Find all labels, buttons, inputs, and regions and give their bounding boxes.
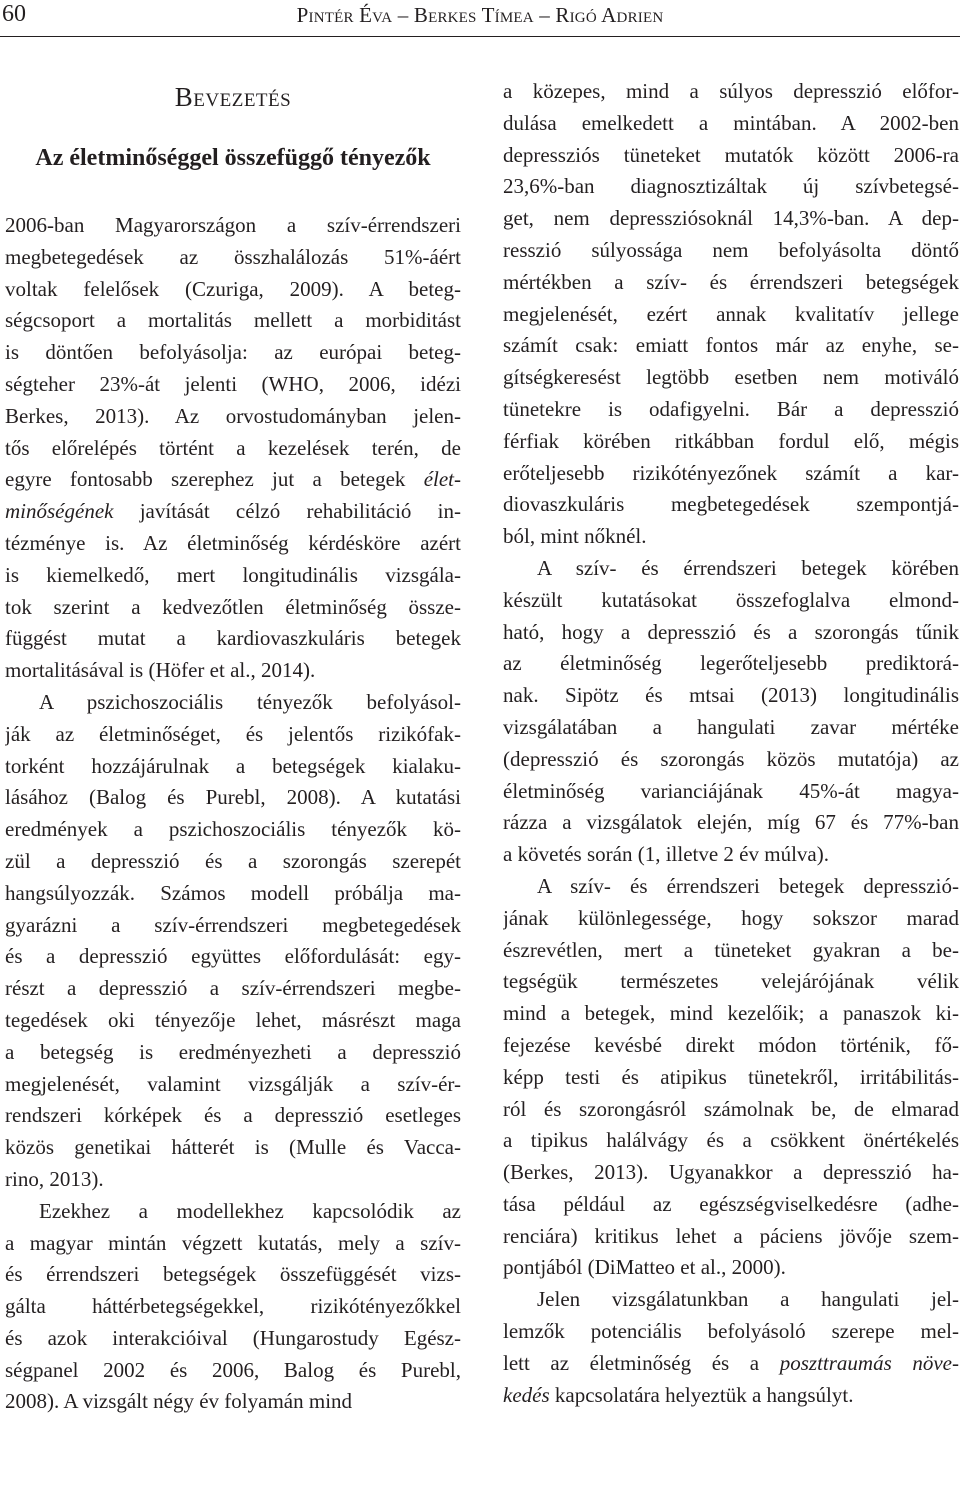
text-line: lett az életminőség és a poszttraumás növe-: [503, 1350, 959, 1375]
text-line: Berkes, 2013). Az orvostudományban jelen-: [5, 403, 461, 428]
right-column-text: [503, 76, 959, 1411]
text-line: függést mutat a kardiovaszkuláris betegek: [5, 626, 461, 651]
text-line: lemzők potenciális befolyásoló szerepe mel-: [503, 1319, 959, 1344]
text-line: diovaszkuláris megbetegedések szempontjá-: [503, 492, 959, 517]
text-line: a tipikus halálvágy és a csökkent önértékelés: [503, 1128, 959, 1153]
text-line: megjelenését, ezért annak kvalitatív jellege: [503, 301, 959, 326]
text-line: a követés során (1, illetve 2 év múlva).: [503, 842, 829, 867]
text-line: torként hozzájárulnak a betegségek kialaku-: [5, 753, 461, 778]
running-title: Pintér Éva – Berkes Tímea – Rigó Adrien: [296, 3, 664, 27]
text-line: ségpanel 2002 és 2006, Balog és Purebl,: [5, 1357, 461, 1382]
subsection-title: Az életminőséggel összefüggő tényezők: [35, 145, 431, 171]
text-line: hangsúlyozzák. Számos modell próbálja ma-: [5, 880, 461, 905]
text-line: mértékben a szív- és érrendszeri betegségek: [503, 269, 959, 294]
text-line: tézménye is. Az életminőség kérdésköre azért: [5, 530, 461, 555]
text-line: észrevétlen, mert a tüneteket gyakran a be-: [503, 937, 959, 962]
text-line: férfiak körében ritkábban fordul elő, mégis: [503, 428, 959, 453]
text-line: életminőség varianciájának 45%-át magya-: [503, 778, 959, 803]
text-line: megbetegedések az összhalálozás 51%-áért: [5, 244, 461, 269]
text-line: rázza a vizsgálatok elején, míg 67 és 77%-ban: [503, 810, 959, 835]
text-line: resszió súlyossága nem befolyásolta döntő: [503, 237, 959, 262]
text-line: képp testi és atipikus tünetekről, irritábilitás-: [503, 1064, 959, 1089]
text-line: is döntően befolyásolja: az európai beteg-: [5, 340, 461, 365]
text-line: renciára) kritikus lehet a páciens jövője szem-: [503, 1223, 959, 1248]
text-line: (Berkes, 2013). Ugyanakkor a depresszió ha-: [503, 1160, 959, 1185]
text-line: a magyar mintán végzett kutatás, mely a szív-: [5, 1230, 461, 1255]
text-line: és azok interakcióival (Hungarostudy Egész-: [5, 1325, 461, 1350]
text-line: ségcsoport a mortalitás mellett a morbiditást: [5, 308, 461, 333]
text-line: kedés kapcsolatára helyeztük a hangsúlyt.: [503, 1382, 854, 1407]
text-line: get, nem depressziósoknál 14,3%-ban. A dep-: [503, 206, 959, 231]
text-line: megjelenését, valamint vizsgálják a szív-ér-: [5, 1071, 461, 1096]
text-line: lásához (Balog és Purebl, 2008). A kutatási: [5, 785, 461, 810]
text-line: részt a depresszió a szív-érrendszeri megbe-: [5, 976, 461, 1001]
text-line: A pszichoszociális tényezők befolyásol-: [39, 689, 461, 714]
text-line: pontjából (DiMatteo et al., 2000).: [503, 1255, 786, 1280]
page-number: 60: [2, 1, 26, 27]
header-rule: [0, 36, 960, 37]
text-line: készült kutatásokat összefoglalva elmond-: [503, 587, 959, 612]
text-line: Jelen vizsgálatunkban a hangulati jel-: [537, 1287, 959, 1312]
text-line: tok szerint a kedvezőtlen életminőség össze-: [5, 594, 461, 619]
text-line: nak. Sipötz és mtsai (2013) longitudinális: [503, 683, 959, 708]
text-line: rendszeri kórképek és a depresszió esetleges: [5, 1103, 461, 1128]
text-line: az életminőség legerőteljesebb prediktorá-: [503, 651, 959, 676]
text-line: Ezekhez a modellekhez kapcsolódik az: [39, 1198, 461, 1223]
text-line: erőteljesebb rizikótényezőnek számít a kar-: [503, 460, 959, 485]
text-line: ják az életminőséget, és jelentős rizikófak-: [5, 721, 461, 746]
text-line: a közepes, mind a súlyos depresszió előfor-: [503, 79, 959, 103]
text-line: ról és szorongásról számolnak be, de elmarad: [503, 1096, 959, 1121]
text-line: fejezése kevésbé direkt módon történik, fő-: [503, 1032, 959, 1057]
left-column: [5, 76, 461, 1418]
text-line: egyre fontosabb szerephez jut a betegek élet-: [5, 467, 461, 492]
text-line: 2008). A vizsgált négy év folyamán mind: [5, 1389, 353, 1414]
text-line: tős előrelépés történt a kezelések terén, de: [5, 435, 461, 460]
text-line: is kiemelkedő, mert longitudinális vizsgála-: [5, 562, 461, 587]
text-line: A szív- és érrendszeri betegek depresszió-: [537, 873, 959, 898]
right-column: [503, 76, 959, 1411]
text-line: minőségének javítását célzó rehabilitáció in-: [5, 499, 461, 524]
text-line: ható, hogy a depresszió és a szorongás tűnik: [503, 619, 959, 644]
left-column-text: [5, 210, 461, 1418]
text-line: a betegség is eredményezheti a depresszió: [5, 1039, 461, 1064]
running-header: [0, 0, 960, 34]
text-line: rino, 2013).: [5, 1166, 104, 1191]
text-line: (depresszió és szorongás közös mutatója) az: [503, 746, 959, 771]
text-line: mind a betegek, mind kezelőik; a panaszok ki-: [503, 1001, 959, 1026]
text-line: voltak felelősek (Czuriga, 2009). A beteg-: [5, 276, 461, 301]
text-line: közös genetikai hátterét is (Mulle és Vacca-: [5, 1135, 461, 1160]
text-line: dulása emelkedett a mintában. A 2002-ben: [503, 110, 959, 135]
text-line: tünetekre is odafigyelni. Bár a depresszió: [503, 396, 959, 421]
text-line: tegségük természetes velejárójának vélik: [503, 969, 959, 994]
text-line: 23,6%-ban diagnosztizáltak új szívbetegsé-: [503, 174, 959, 199]
text-line: ségteher 23%-át jelenti (WHO, 2006, idézi: [5, 371, 461, 396]
section-title: Bevezetés: [174, 82, 292, 112]
text-line: depressziós tüneteket mutatók között 2006-ra: [503, 142, 959, 167]
text-line: mortalitásával is (Höfer et al., 2014).: [5, 658, 316, 683]
text-line: számít csak: emiatt fontos már az enyhe, se-: [503, 333, 959, 358]
text-line: és érrendszeri betegségek összefüggését vizs-: [5, 1262, 461, 1287]
text-line: A szív- és érrendszeri betegek körében: [537, 555, 959, 580]
text-line: vizsgálatában a hangulati zavar mértéke: [503, 714, 959, 739]
text-line: eredmények a pszichoszociális tényezők kö-: [5, 817, 461, 842]
text-line: jának különlegessége, hogy sokszor marad: [503, 905, 959, 930]
text-line: 2006-ban Magyarországon a szív-érrendszeri: [5, 213, 461, 237]
text-line: gálta háttérbetegségekkel, rizikótényezőkkel: [5, 1294, 461, 1319]
text-line: tegedések oki tényezője lehet, másrészt maga: [5, 1007, 461, 1032]
text-line: gyarázni a szív-érrendszeri megbetegedések: [5, 912, 461, 937]
text-line: és a depresszió együttes előfordulását: egy-: [5, 944, 461, 969]
text-line: tása például az egészségviselkedésre (adhe-: [503, 1191, 959, 1216]
text-line: zül a depresszió és a szorongás szerepét: [5, 848, 461, 873]
text-line: gítségkeresést legtöbb esetben nem motiváló: [503, 365, 959, 390]
text-line: ból, mint nőknél.: [503, 524, 647, 549]
